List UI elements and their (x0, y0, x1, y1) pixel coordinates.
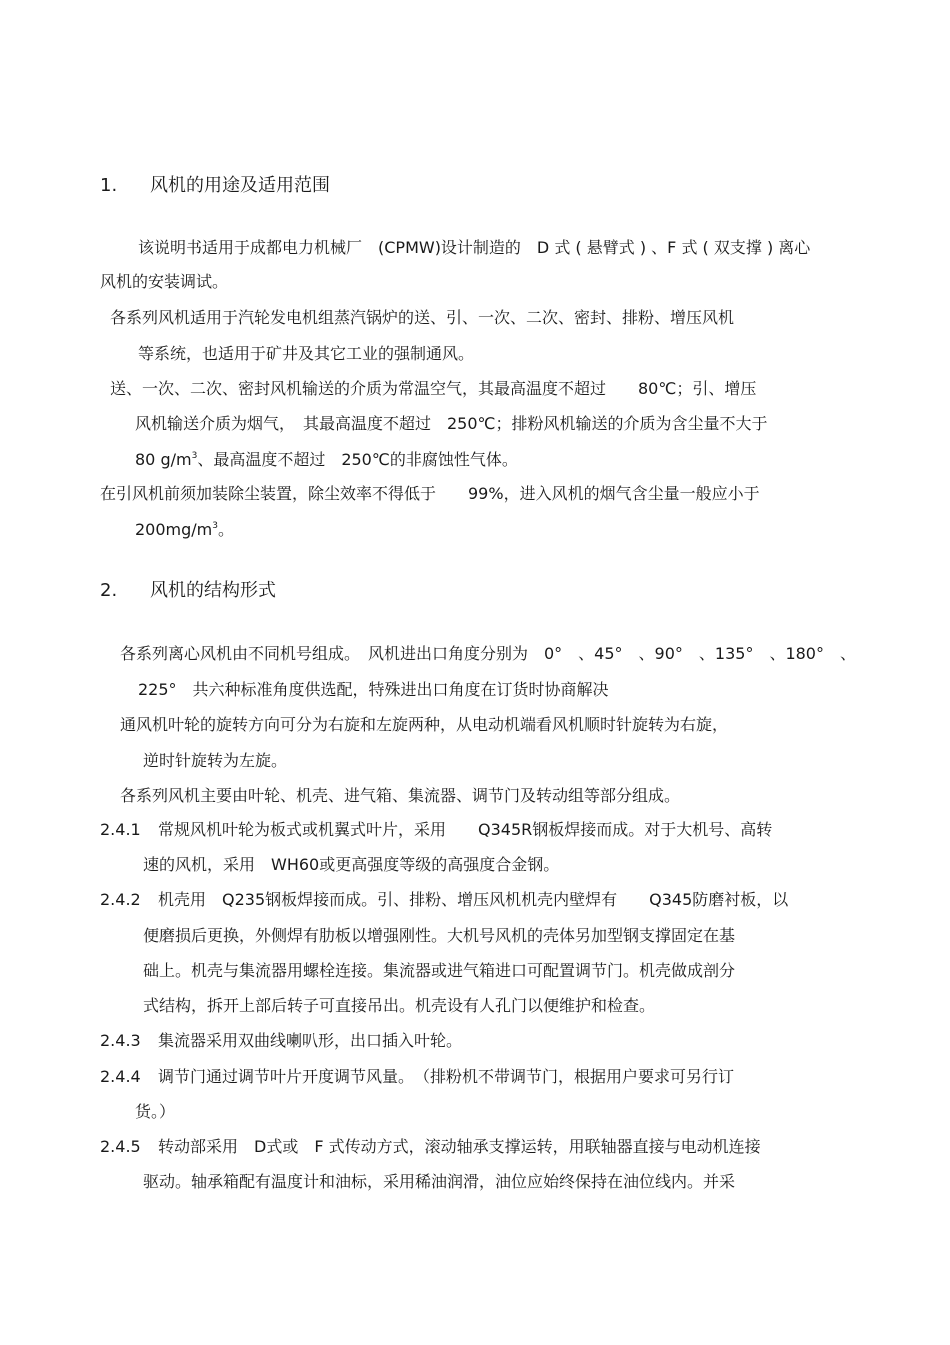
item-2-4-1-line1 (100, 819, 772, 841)
s1-para4-line1: 在引风机前须加装除尘装置，除尘效率不得低于 99%，进入风机的烟气含尘量一般应小于 (100, 484, 760, 503)
s1-para2-line2: 等系统，也适用于矿井及其它工业的强制通风。 (138, 344, 475, 363)
s2-para1-line1: 各系列离心风机由不同机号组成。 风机进出口角度分别为 0° 、45° 、90° 、135° 、180° 、 (120, 644, 856, 663)
section-2-number: 2. (100, 580, 118, 601)
s1-para2-line1: 各系列风机适用于汽轮发电机组蒸汽锅炉的送、引、一次、二次、密封、排粉、增压风机 (110, 308, 735, 327)
s2-para2-line1: 通风机叶轮的旋转方向可分为右旋和左旋两种，从电动机端看风机顺时针旋转为右旋， (120, 715, 729, 734)
item-2-4-4-text: 调节门通过调节叶片开度调节风量。 （排粉机不带调节门，根据用户要求可另行订 (158, 1067, 735, 1086)
item-2-4-3-number: 2.4.3 (100, 1031, 141, 1050)
section-1-heading (100, 175, 330, 197)
section-2-heading (100, 580, 276, 602)
s1-para4-line2 (135, 519, 234, 541)
s1-para4-line2-value: 200mg/m (135, 520, 213, 539)
item-2-4-5-number: 2.4.5 (100, 1137, 141, 1156)
item-2-4-2-line4: 式结构，拆开上部后转子可直接吊出。机壳设有人孔门以便维护和检查。 (143, 996, 656, 1015)
item-2-4-4-line1 (100, 1066, 734, 1088)
item-2-4-3-line1 (100, 1030, 462, 1052)
item-2-4-5-line2: 驱动。轴承箱配有温度计和油标，采用稀油润滑，油位应始终保持在油位线内。并采 (143, 1172, 736, 1191)
item-2-4-2-line3: 础上。机壳与集流器用螺栓连接。集流器或进气箱进口可配置调节门。机壳做成剖分 (143, 961, 736, 980)
s1-para3-line3 (135, 449, 518, 471)
item-2-4-1-number: 2.4.1 (100, 820, 141, 839)
s1-para1-line2: 风机的安装调试。 (100, 272, 229, 291)
s1-para4-line2-superscript: 3 (212, 521, 218, 531)
s1-para3-line2: 风机输送介质为烟气， 其最高温度不超过 250℃；排粉风机输送的介质为含尘量不大于 (135, 414, 768, 433)
item-2-4-2-number: 2.4.2 (100, 890, 141, 909)
s1-para3-line3-value: 80 g/m (135, 450, 192, 469)
s1-para4-line2-rest: 。 (218, 520, 235, 539)
item-2-4-2-line2: 便磨损后更换，外侧焊有肋板以增强刚性。大机号风机的壳体另加型钢支撑固定在基 (143, 926, 736, 945)
s1-para3-line3-rest: 、最高温度不超过 250℃的非腐蚀性气体。 (197, 450, 518, 469)
s1-para1-line1: 该说明书适用于成都电力机械厂 (CPMW)设计制造的 D 式 ( 悬臂式 ) 、F 式 ( 双支撑 ) 离心 (138, 238, 811, 257)
item-2-4-1-line2: 速的风机，采用 WH60或更高强度等级的高强度合金钢。 (143, 855, 560, 874)
item-2-4-5-text: 转动部采用 D式或 F 式传动方式，滚动轴承支撑运转，用联轴器直接与电动机连接 (158, 1137, 761, 1156)
section-1-number: 1. (100, 175, 118, 196)
item-2-4-5-line1 (100, 1136, 761, 1158)
s2-para3-line1: 各系列风机主要由叶轮、机壳、进气箱、集流器、调节门及转动组等部分组成。 (120, 786, 681, 805)
item-2-4-4-number: 2.4.4 (100, 1067, 141, 1086)
section-2-title: 风机的结构形式 (150, 580, 276, 601)
s2-para1-line2: 225° 共六种标准角度供选配，特殊进出口角度在订货时协商解决 (138, 680, 609, 699)
item-2-4-2-line1 (100, 889, 788, 911)
item-2-4-3-text: 集流器采用双曲线喇叭形，出口插入叶轮。 (158, 1031, 463, 1050)
item-2-4-1-text: 常规风机叶轮为板式或机翼式叶片，采用 Q345R钢板焊接而成。对于大机号、高转 (158, 820, 773, 839)
item-2-4-4-line2: 货。） (135, 1102, 176, 1121)
item-2-4-2-text: 机壳用 Q235钢板焊接而成。引、排粉、增压风机机壳内壁焊有 Q345防磨衬板，以 (158, 890, 789, 909)
s1-para3-line3-superscript: 3 (191, 451, 198, 461)
s1-para3-line1: 送、一次、二次、密封风机输送的介质为常温空气，其最高温度不超过 80℃；引、增压 (110, 379, 757, 398)
section-1-title: 风机的用途及适用范围 (150, 175, 330, 196)
s2-para2-line2: 逆时针旋转为左旋。 (143, 751, 288, 770)
